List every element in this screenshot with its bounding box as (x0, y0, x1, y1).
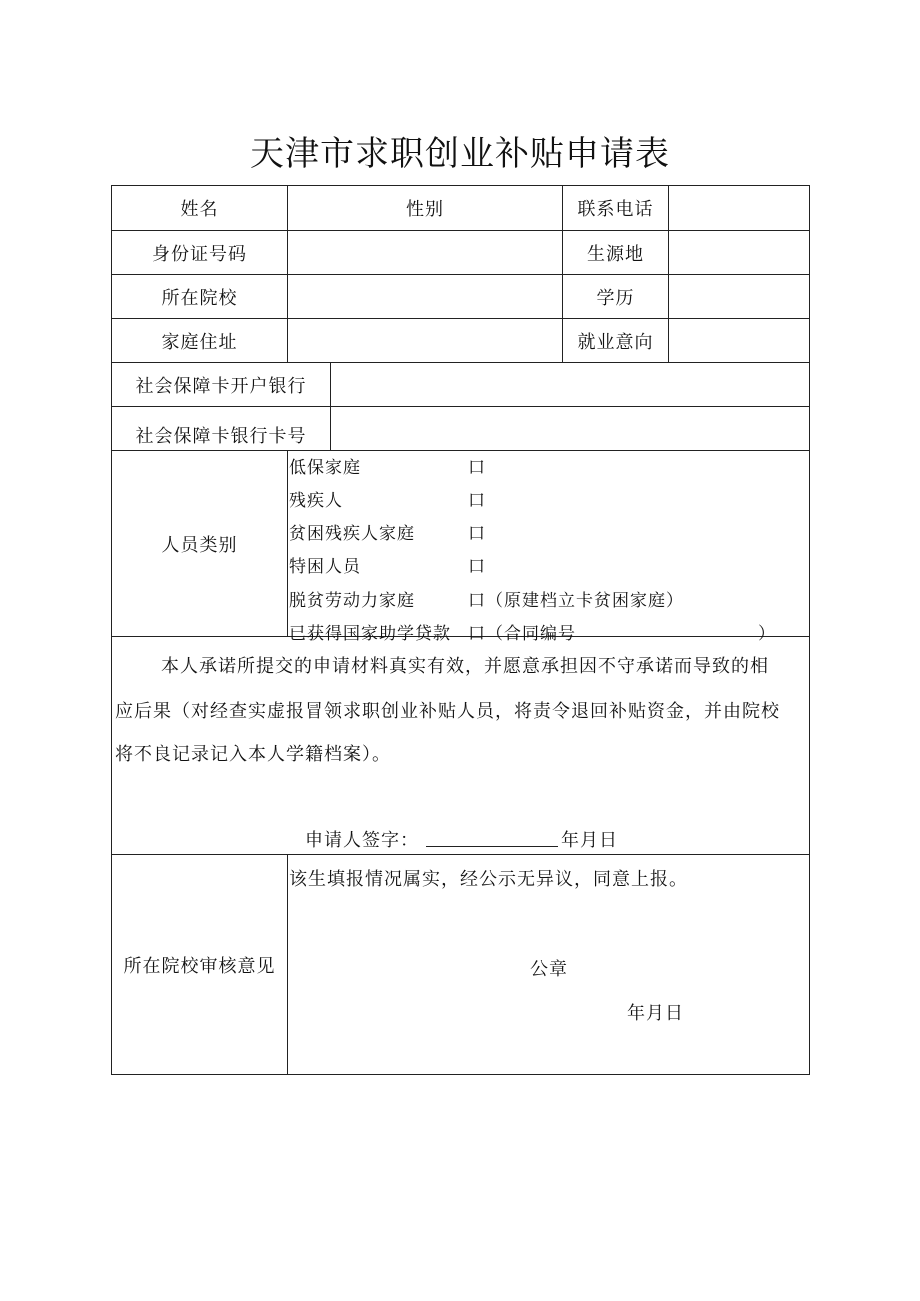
education-label: 学历 (596, 287, 635, 309)
category-checkbox[interactable]: 口 (468, 524, 485, 544)
bank-label: 社会保障卡开户银行 (135, 375, 307, 397)
category-label: 人员类别 (161, 534, 238, 556)
pledge-line-3: 将不良记录记入本人学籍档案）。 (115, 744, 391, 765)
official-seal-label: 公章 (530, 959, 568, 980)
category-item-label: 残疾人 (289, 491, 343, 511)
pledge-line-1: 本人承诺所提交的申请材料真实有效，并愿意承担因不守承诺而导致的相 (161, 656, 769, 677)
category-checkbox[interactable]: 口 (468, 624, 485, 644)
category-item-label: 已获得国家助学贷款 (289, 624, 451, 644)
phone-field[interactable] (669, 186, 809, 230)
category-item-note: （合同编号 (486, 624, 576, 644)
category-item-label: 特困人员 (289, 557, 361, 577)
address-label: 家庭住址 (161, 331, 238, 353)
school-label: 所在院校 (161, 287, 238, 309)
signature-label: 申请人签字： (305, 830, 419, 851)
category-item-label: 低保家庭 (289, 458, 361, 478)
category-item-label: 脱贫劳动力家庭 (289, 591, 415, 611)
close-paren: ） (758, 624, 776, 644)
origin-label: 生源地 (587, 243, 644, 265)
review-date: 年月日 (627, 1003, 684, 1024)
card-number-field[interactable] (331, 407, 809, 450)
phone-label: 联系电话 (577, 199, 654, 220)
category-checkbox[interactable]: 口 (468, 591, 485, 611)
id-number-label: 身份证号码 (152, 243, 247, 265)
category-item-note: （原建档立卡贫困家庭） (486, 591, 684, 611)
category-checkbox[interactable]: 口 (468, 491, 485, 511)
card-number-label: 社会保障卡银行卡号 (135, 426, 307, 447)
id-number-field[interactable] (288, 231, 562, 274)
gender-label: 性别 (406, 199, 444, 220)
name-label: 姓名 (180, 199, 219, 220)
pledge-line-2: 应后果（对经查实虚报冒领求职创业补贴人员，将责令退回补贴资金，并由院校 (115, 701, 780, 722)
address-field[interactable] (288, 319, 562, 362)
review-opinion: 该生填报情况属实，经公示无异议，同意上报。 (289, 869, 688, 890)
job-intent-label: 就业意向 (577, 331, 654, 353)
signature-line[interactable] (426, 846, 558, 847)
origin-field[interactable] (669, 231, 809, 274)
review-label: 所在院校审核意见 (123, 955, 276, 977)
education-field[interactable] (669, 275, 809, 318)
category-checkbox[interactable]: 口 (468, 557, 485, 577)
sign-date: 年月日 (561, 830, 618, 851)
page-title: 天津市求职创业补贴申请表 (250, 134, 670, 174)
bank-field[interactable] (331, 363, 809, 406)
category-checkbox[interactable]: 口 (468, 458, 485, 478)
school-field[interactable] (288, 275, 562, 318)
job-intent-field[interactable] (669, 319, 809, 362)
category-item-label: 贫困残疾人家庭 (289, 524, 415, 544)
